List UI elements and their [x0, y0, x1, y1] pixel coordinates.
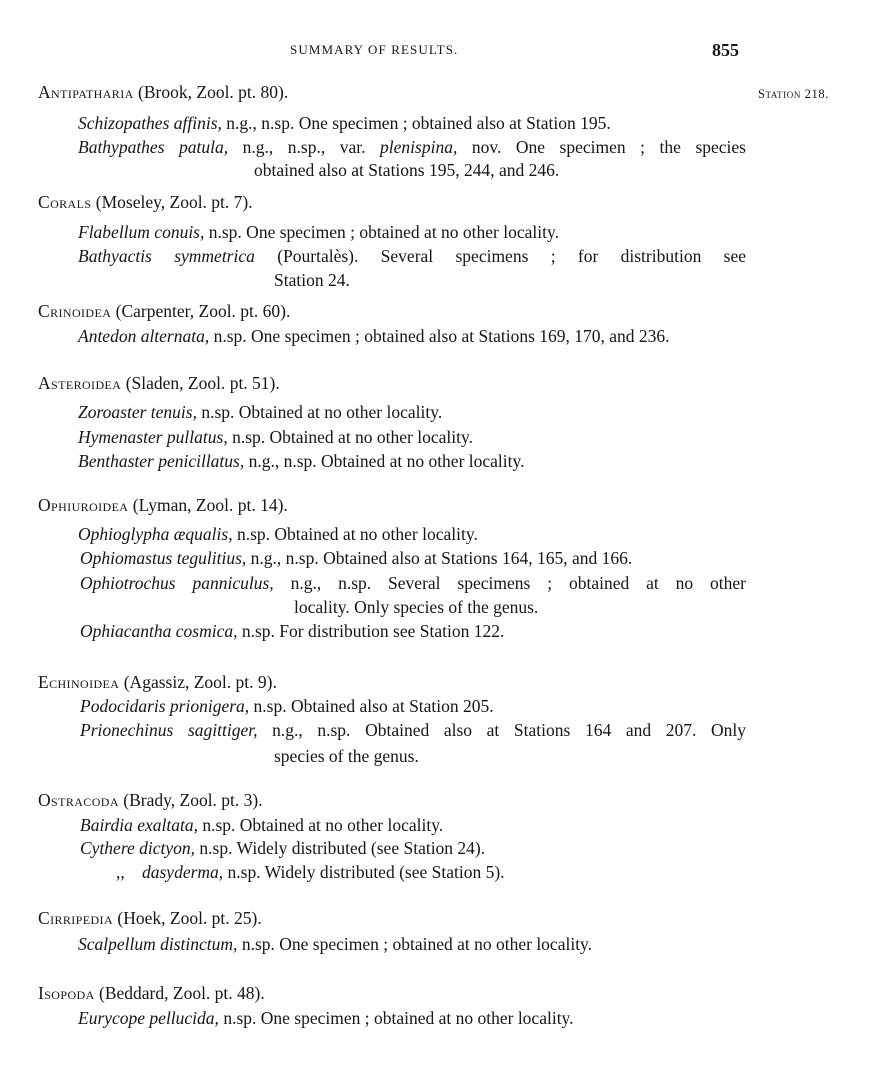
page-number: 855 — [712, 40, 739, 60]
entry-ophiotrochus-panniculus — [80, 575, 746, 593]
entry-text: n.g., n.sp. One specimen ; obtained also at Station 195. — [221, 113, 611, 133]
species-name: Prionechinus sagittiger, — [80, 720, 258, 740]
species-name: Cythere dictyon, — [80, 838, 196, 858]
group-reference: (Moseley, Zool. pt. 7). — [91, 192, 253, 212]
species-name: Benthaster penicillatus, — [78, 451, 245, 471]
group-name: Antipatharia — [38, 82, 134, 102]
group-reference: (Sladen, Zool. pt. 51). — [121, 373, 280, 393]
species-name: Ophioglypha æqualis, — [78, 524, 233, 544]
entry-podocidaris-prionigera — [80, 698, 494, 716]
species-name: Schizopathes affinis, — [78, 113, 222, 133]
station-label: Station 218. — [758, 87, 829, 101]
entry-text: n.sp. One specimen ; obtained also at Stations 169, 170, and 236. — [209, 326, 670, 346]
group-name: Corals — [38, 192, 92, 212]
group-reference: (Lyman, Zool. pt. 14). — [128, 495, 288, 515]
group-name: Crinoidea — [38, 301, 112, 321]
entry-text: n.sp. One specimen ; obtained at no other locality. — [218, 1008, 574, 1028]
entry-ophiacantha-cosmica — [80, 623, 504, 641]
group-name: Isopoda — [38, 983, 95, 1003]
entry-text: n.sp. Obtained at no other locality. — [227, 427, 473, 447]
section-heading-antipatharia — [38, 84, 288, 102]
entry-text: n.g., n.sp. Obtained also at Stations 164, 165, and 166. — [246, 548, 633, 568]
entry-text: (Pourtalès). Several specimens ; for distribution see — [254, 246, 746, 266]
group-name: Asteroidea — [38, 373, 122, 393]
entry-antedon-alternata — [78, 328, 670, 346]
group-name: Ostracoda — [38, 790, 119, 810]
entry-text: n.g., n.sp. Obtained at no other locality. — [244, 451, 525, 471]
entry-text: n.sp. Obtained at no other locality. — [197, 815, 444, 835]
entry-ophiomastus-tegulitius — [80, 550, 632, 568]
entry-text: n.sp. Obtained also at Station 205. — [249, 696, 494, 716]
entry-bathyactis-symmetrica — [78, 248, 746, 266]
species-name: Flabellum conuis, — [78, 222, 205, 242]
entry-text: n.sp. Widely distributed (see Station 5). — [223, 862, 505, 882]
species-name: Antedon alternata, — [78, 326, 210, 346]
entry-bathypathes-patula — [78, 139, 746, 157]
section-heading-ostracoda — [38, 792, 263, 810]
entry-text: n.g., n.sp. Several specimens ; obtained at no other — [273, 573, 747, 593]
species-name: Bathyactis symmetrica — [78, 246, 255, 266]
section-heading-asteroidea — [38, 375, 280, 393]
group-reference: (Agassiz, Zool. pt. 9). — [119, 672, 277, 692]
entry-schizopathes-affinis — [78, 115, 611, 133]
section-heading-echinoidea — [38, 674, 277, 692]
entry-text: n.sp. For distribution see Station 122. — [237, 621, 505, 641]
entry-continuation: locality. Only species of the genus. — [294, 597, 539, 617]
section-heading-ophiuroidea — [38, 497, 288, 515]
species-name: Podocidaris prionigera, — [80, 696, 250, 716]
entry-bairdia-exaltata — [80, 817, 443, 835]
group-reference: (Brady, Zool. pt. 3). — [118, 790, 263, 810]
entry-prionechinus-sagittiger — [80, 722, 746, 740]
section-heading-cirripedia — [38, 910, 262, 928]
section-heading-corals — [38, 194, 253, 212]
group-reference: (Brook, Zool. pt. 80). — [133, 82, 289, 102]
ditto-mark: ,, — [116, 862, 125, 882]
entry-text: n.sp. Obtained at no other locality. — [232, 524, 478, 544]
group-reference: (Beddard, Zool. pt. 48). — [94, 983, 265, 1003]
variety-name: plenispina, — [380, 137, 458, 157]
entry-text: n.sp. One specimen ; obtained at no other locality. — [237, 934, 593, 954]
group-reference: (Carpenter, Zool. pt. 60). — [111, 301, 291, 321]
species-name: Zoroaster tenuis, — [78, 402, 197, 422]
group-name: Ophiuroidea — [38, 495, 129, 515]
entry-text: n.sp. Obtained at no other locality. — [196, 402, 443, 422]
entry-cythere-dictyon — [80, 840, 485, 858]
entry-zoroaster-tenuis — [78, 404, 442, 422]
group-name: Cirripedia — [38, 908, 114, 928]
species-name: Bathypathes patula, — [78, 137, 229, 157]
entry-cythere-dasyderma — [86, 864, 505, 882]
section-heading-crinoidea — [38, 303, 290, 321]
entry-hymenaster-pullatus — [78, 429, 473, 447]
entry-text-continued: nov. One specimen ; the species — [457, 137, 746, 157]
entry-text: n.sp. One specimen ; obtained at no other locality. — [204, 222, 559, 242]
species-name: Bairdia exaltata, — [80, 815, 198, 835]
species-name: Scalpellum distinctum, — [78, 934, 238, 954]
section-heading-isopoda — [38, 985, 265, 1003]
running-title: SUMMARY OF RESULTS. — [290, 42, 459, 57]
species-name: Ophiomastus tegulitius, — [80, 548, 247, 568]
entry-flabellum-conuis — [78, 224, 559, 242]
species-name: Ophiacantha cosmica, — [80, 621, 238, 641]
entry-eurycope-pellucida — [78, 1010, 574, 1028]
species-name: Eurycope pellucida, — [78, 1008, 219, 1028]
species-name: Hymenaster pullatus, — [78, 427, 228, 447]
entry-benthaster-penicillatus — [78, 453, 525, 471]
entry-continuation: Station 24. — [274, 270, 350, 290]
entry-text: n.g., n.sp. Obtained also at Stations 164 and 207. Only — [257, 720, 746, 740]
group-name: Echinoidea — [38, 672, 120, 692]
entry-continuation: species of the genus. — [274, 746, 419, 766]
entry-scalpellum-distinctum — [78, 936, 592, 954]
group-reference: (Hoek, Zool. pt. 25). — [113, 908, 262, 928]
entry-continuation: obtained also at Stations 195, 244, and 246. — [254, 160, 560, 180]
entry-text: n.g., n.sp., var. — [228, 137, 381, 157]
entry-text: n.sp. Widely distributed (see Station 24). — [195, 838, 486, 858]
species-name: dasyderma, — [142, 862, 224, 882]
entry-ophioglypha-aequalis — [78, 526, 478, 544]
species-name: Ophiotrochus panniculus, — [80, 573, 274, 593]
